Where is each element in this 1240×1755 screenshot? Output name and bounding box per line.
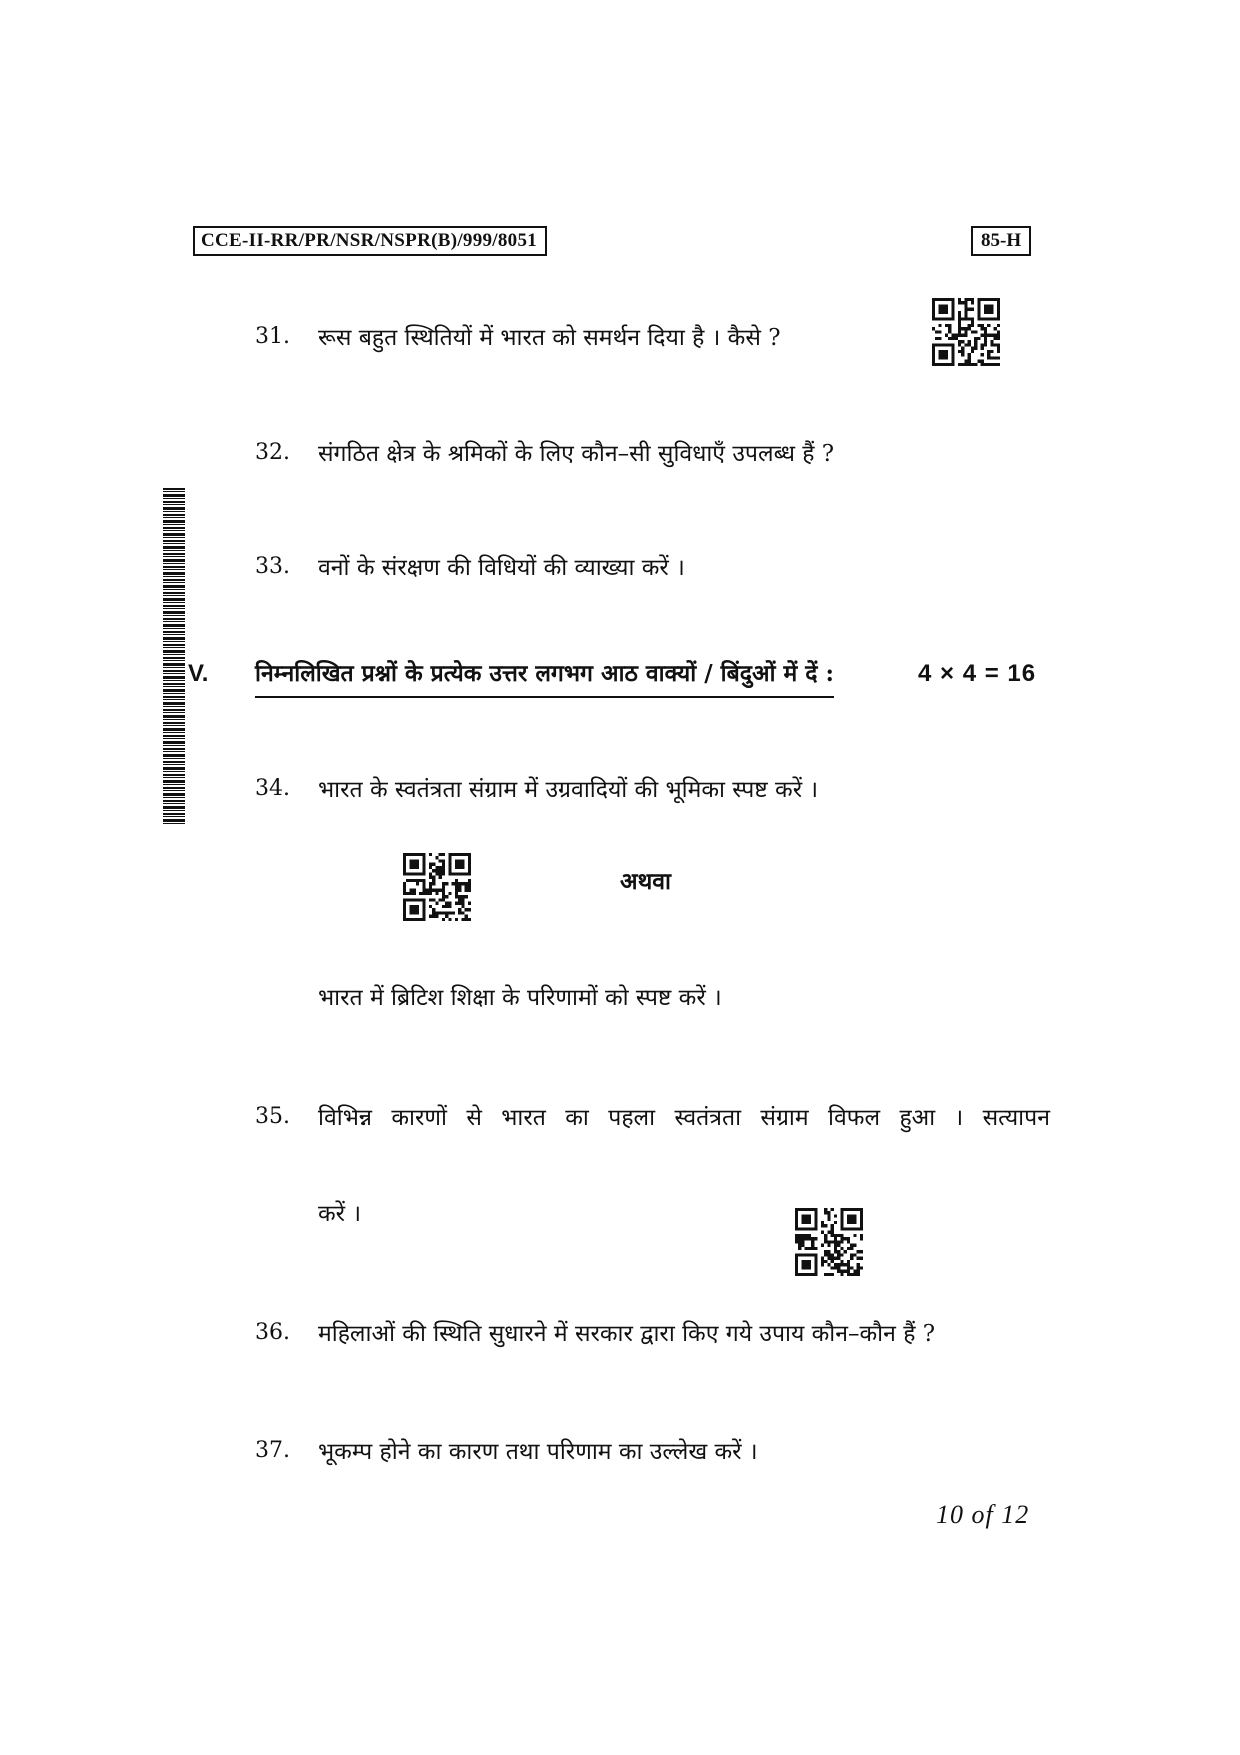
qr-code	[932, 298, 1000, 366]
question-text: भारत के स्वतंत्रता संग्राम में उग्रवादियों की भूमिका स्पष्ट करें ।	[318, 777, 819, 803]
section-marks: 4 × 4 = 16	[918, 660, 1037, 687]
word: हुआ	[899, 1105, 936, 1131]
or-label: अथवा	[620, 868, 672, 895]
question-number: 33.	[255, 554, 290, 579]
word: पहला	[608, 1105, 656, 1131]
word: सत्यापन	[982, 1105, 1050, 1131]
word: विफल	[828, 1105, 881, 1131]
question-text: रूस बहुत स्थितियों में भारत को समर्थन दिया है । कैसे ?	[318, 325, 781, 351]
qr-code	[403, 853, 471, 921]
question-text-continued: करें ।	[318, 1201, 362, 1227]
question-number: 35.	[255, 1104, 290, 1129]
page-number: 10 of 12	[936, 1500, 1030, 1529]
document-code: CCE-II-RR/PR/NSR/NSPR(B)/999/8051	[193, 226, 547, 256]
question-text: भूकम्प होने का कारण तथा परिणाम का उल्लेख करें ।	[318, 1439, 758, 1465]
word: भारत	[501, 1105, 546, 1131]
word: का	[565, 1105, 589, 1131]
question-number: 31.	[255, 324, 290, 349]
word: से	[466, 1105, 482, 1131]
question-text	[318, 1100, 1050, 1132]
question-text: संगठित क्षेत्र के श्रमिकों के लिए कौन–सी सुविधाएँ उपलब्ध हैं ?	[318, 441, 835, 467]
question-number: 37.	[255, 1438, 290, 1463]
word: स्वतंत्रता	[674, 1105, 742, 1131]
barcode-strip	[163, 488, 185, 826]
word: ।	[954, 1105, 964, 1131]
question-number: 36.	[255, 1320, 290, 1345]
paper-code: 85-H	[971, 226, 1031, 256]
question-number: 32.	[255, 440, 290, 465]
question-text: महिलाओं की स्थिति सुधारने में सरकार द्वारा किए गये उपाय कौन–कौन हैं ?	[318, 1321, 936, 1347]
question-text: वनों के संरक्षण की विधियों की व्याख्या करें ।	[318, 555, 685, 581]
word: विभिन्न	[318, 1105, 372, 1131]
section-label: V.	[188, 660, 209, 687]
section-instruction: निम्नलिखित प्रश्नों के प्रत्येक उत्तर लगभग आठ वाक्यों / बिंदुओं में दें :	[255, 656, 834, 698]
word: संग्राम	[760, 1105, 809, 1131]
word: कारणों	[391, 1105, 447, 1131]
qr-code	[795, 1208, 863, 1276]
question-number: 34.	[255, 776, 290, 801]
question-text-alternative: भारत में ब्रिटिश शिक्षा के परिणामों को स्पष्ट करें ।	[318, 985, 722, 1011]
